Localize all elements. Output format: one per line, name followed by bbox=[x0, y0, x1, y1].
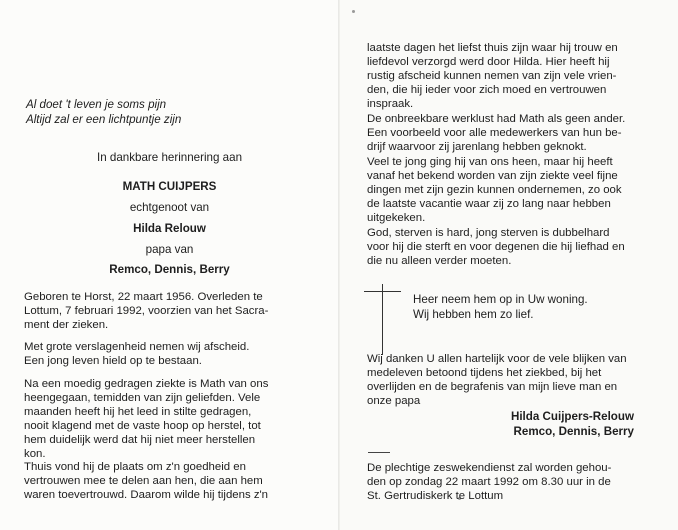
text-line: De onbreekbare werklust had Math als geen ander. bbox=[367, 113, 626, 125]
text-line: onze papa bbox=[367, 395, 421, 408]
illness-paragraph bbox=[24, 377, 306, 462]
text-line: De plechtige zeswekendienst zal worden gehou- bbox=[367, 462, 612, 474]
text-line: Een voorbeeld voor alle medewerkers van hun be- bbox=[367, 127, 622, 140]
text-line: overlijden en de begrafenis van mijn lieve man en bbox=[367, 381, 618, 394]
text-line: hem duidelijk werd dat hij niet meer herstellen bbox=[24, 434, 256, 447]
text-line: den op zondag 22 maart 1992 om 8.30 uur in de bbox=[367, 476, 611, 489]
text-line: medeleven betoond tijdens het ziekbed, bij het bbox=[367, 367, 602, 380]
text-line: Wij danken U allen hartelijk voor de vele blijken van bbox=[367, 353, 627, 365]
text-line: Met grote verslagenheid nemen wij afscheid. bbox=[24, 341, 250, 353]
cross-icon bbox=[382, 284, 383, 355]
spouse-name: Hilda Relouw bbox=[133, 222, 206, 235]
prayer-line: Wij hebben hem zo lief. bbox=[413, 307, 534, 321]
text-line: rustig afscheid kunnen nemen van zijn vele vrien- bbox=[367, 70, 617, 83]
text-line: uitgekeken. bbox=[367, 212, 426, 225]
text-line: Na een moedig gedragen ziekte is Math van ons bbox=[24, 378, 269, 390]
text-line: waren toevertrouwd. Daarom wilde hij tijdens z'n bbox=[24, 489, 269, 502]
farewell-paragraph bbox=[24, 340, 306, 368]
text-line: Lottum, 7 februari 1992, voorzien van het Sacra- bbox=[24, 305, 269, 318]
text-line: Een jong leven hield op te bestaan. bbox=[24, 355, 202, 368]
last-days-paragraph bbox=[367, 41, 649, 111]
text-line: Thuis vond hij de plaats om z'n goedheid en bbox=[24, 461, 246, 473]
signature-children: Remco, Dennis, Berry bbox=[513, 425, 634, 438]
text-line: de laatste vacantie waar zij zo lang naar hebben bbox=[367, 198, 611, 211]
text-line: God, sterven is hard, jong sterven is dubbelhard bbox=[367, 227, 610, 239]
text-line: heengegaan, temidden van zijn geliefden. Vele bbox=[24, 392, 261, 405]
text-line: laatste dagen het liefst thuis zijn waar hij trouw en bbox=[367, 42, 618, 54]
poem-line: Al doet 't leven je soms pijn bbox=[26, 98, 167, 111]
text-line: ment der zieken. bbox=[24, 319, 109, 332]
text-line: den, die hij ieder voor zich moed en vertrouwen bbox=[367, 84, 607, 97]
text-line: nooit klagend met de vaste hoop op herstel, tot bbox=[24, 420, 261, 433]
cross-icon-bar bbox=[364, 291, 401, 292]
divider bbox=[368, 452, 390, 453]
text-line: Geboren te Horst, 22 maart 1956. Overleden te bbox=[24, 291, 263, 303]
signature-spouse: Hilda Cuijpers-Relouw bbox=[510, 410, 634, 423]
relation-spouse-label: echtgenoot van bbox=[129, 201, 210, 214]
text-line: die nu alleen verder moeten. bbox=[367, 255, 512, 268]
text-line: inspraak. bbox=[367, 98, 414, 111]
children-names: Remco, Dennis, Berry bbox=[109, 263, 230, 276]
poem bbox=[26, 97, 326, 127]
relation-children-label: papa van bbox=[145, 243, 194, 256]
text-line: Veel te jong ging hij van ons heen, maar hij heeft bbox=[367, 156, 613, 168]
text-line: liefdevol verzorgd werd door Hilda. Hier heeft hij bbox=[367, 56, 610, 69]
prayer-line: Heer neem hem op in Uw woning. bbox=[413, 293, 588, 306]
text-line: vertrouwen mee te delen aan hen, die aan hem bbox=[24, 475, 263, 488]
text-line: vanaf het bekend worden van zijn ziekte veel fijne bbox=[367, 170, 618, 183]
thanks-paragraph bbox=[367, 352, 649, 408]
text-line: dingen met zijn gezin kunnen ondernemen, zo ook bbox=[367, 184, 622, 197]
service-paragraph bbox=[367, 461, 649, 503]
memorial-intro: In dankbare herinnering aan bbox=[96, 151, 243, 164]
poem-line: Altijd zal er een lichtpuntje zijn bbox=[26, 113, 182, 126]
text-line: St. Gertrudiskerk te Lottum bbox=[367, 490, 504, 503]
text-line: kon. bbox=[24, 448, 46, 461]
speck bbox=[352, 10, 355, 13]
text-line: maanden heeft hij het leed in stilte gedragen, bbox=[24, 406, 252, 419]
deceased-name: MATH CUIJPERS bbox=[122, 180, 217, 193]
home-paragraph bbox=[24, 460, 306, 502]
too-young-paragraph bbox=[367, 155, 649, 225]
text-line: drijf waarvoor zij jarenlang hebben geknokt. bbox=[367, 141, 587, 154]
dying-paragraph bbox=[367, 226, 649, 268]
text-line: voor hij die sterft en voor degenen die hij liefhad en bbox=[367, 241, 625, 254]
work-ethic-paragraph bbox=[367, 112, 649, 154]
birth-death-paragraph bbox=[24, 290, 306, 332]
prayer bbox=[413, 293, 653, 322]
